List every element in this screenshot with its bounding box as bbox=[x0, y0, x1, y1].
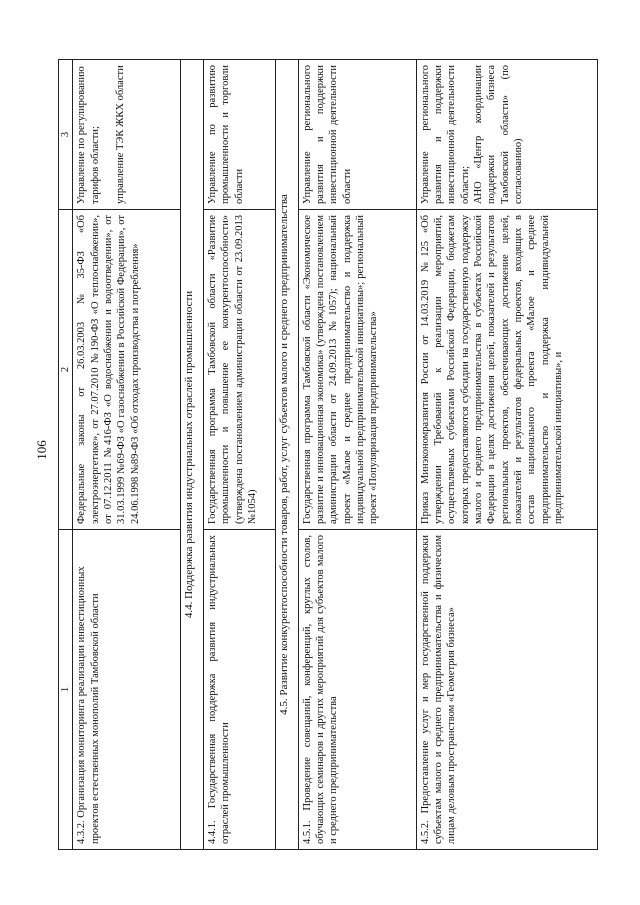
responsible-cell bbox=[416, 60, 597, 210]
responsible-text: Управление по регулированию тарифов области; bbox=[76, 66, 101, 204]
table-header-row bbox=[59, 60, 73, 850]
table-row bbox=[204, 60, 276, 850]
responsible-cell bbox=[73, 60, 181, 210]
measure-cell: 4.3.2. Организация мониторинга реализации инвестиционных проектов естественных монополий Тамбовской области bbox=[73, 530, 181, 850]
measure-cell: 4.4.1. Государственная поддержка развития индустриальных отраслей промышленности bbox=[204, 530, 276, 850]
responsible-text: АНО «Центр координации поддержки бизнеса Тамбовской области» (по согласованию) bbox=[472, 65, 524, 204]
legal-basis-cell: Приказ Минэкономразвития России от 14.03.2019 №125 «Об утверждении Требований к реализации мероприятий, осуществляемых субъектами Российской Федерации, бюджетам которых предоставляются субсидии на государственную поддержку малого и среднего предпринимательства в субъектах Российской Федерации в целях достижения целей, показателей и результатов региональных проектов, обеспечивающих достижение целей, показателей и результатов федеральных проектов, входящих в состав национального проекта «Малое и среднее предпринимательство и поддержка индивидуальной предпринимательской инициативы», и bbox=[416, 210, 597, 530]
header-col-2: 2 bbox=[59, 210, 73, 530]
page-number: 106 bbox=[33, 440, 49, 460]
table-row bbox=[416, 60, 597, 850]
responsible-cell: Управление по развитию промышленности и торговли области bbox=[204, 60, 276, 210]
section-header-row bbox=[276, 60, 299, 850]
section-title: 4.4. Поддержка развития индустриальных отраслей промышленности bbox=[181, 60, 204, 850]
measure-cell: 4.5.2. Предоставление услуг и мер государственной поддержки субъектам малого и среднего предпринимательства и физическим лицам деловым пространством «Геометрия бизнеса» bbox=[416, 530, 597, 850]
responsible-text: управление ТЭК ЖКХ области bbox=[114, 65, 126, 204]
header-col-1: 1 bbox=[59, 530, 73, 850]
measure-cell: 4.5.1. Проведение совещаний, конференций, круглых столов, обучающих семинаров и других мероприятий для субъектов малого и среднего предпринимательства bbox=[298, 530, 416, 850]
legal-basis-cell: Федеральные законы от 26.03.2003 №35-ФЗ «Об электроэнергетике», от 27.07.2010 №190-ФЗ «О теплоснабжении», от 07.12.2011 №416-ФЗ «О водоснабжении и водоотведении», от 31.03.1999 №69-ФЗ «О газоснабжении в Российской Федерации», от 24.06.1998 №89-ФЗ «Об отходах производства и потребления» bbox=[73, 210, 181, 530]
table-row bbox=[73, 60, 181, 850]
legal-basis-cell: Государственная программа Тамбовской области «Экономическое развитие и инновационная экономика» (утверждена постановлением администрации области от 24.09.2013 №1057); национальный проект «Малое и среднее предпринимательство и поддержка индивидуальной предпринимательской инициативы»; региональный проект «Популяризация предпринимательства» bbox=[298, 210, 416, 530]
section-title: 4.5. Развитие конкурентоспособности товаров, работ, услуг субъектов малого и среднего предпринимательства bbox=[276, 60, 299, 850]
responsible-text: Управление регионального развития и поддержки инвестиционной деятельности области; bbox=[419, 65, 471, 204]
header-col-3: 3 bbox=[59, 60, 73, 210]
table-row bbox=[298, 60, 416, 850]
measures-table bbox=[58, 59, 598, 850]
responsible-cell: Управление регионального развития и поддержки инвестиционной деятельности области bbox=[298, 60, 416, 210]
legal-basis-cell: Государственная программа Тамбовской области «Развитие промышленности и повышение ее конкурентоспособности» (утверждена постановлением администрации области от 23.09.2013 №1054) bbox=[204, 210, 276, 530]
rotated-page-content bbox=[58, 60, 598, 850]
section-header-row bbox=[181, 60, 204, 850]
